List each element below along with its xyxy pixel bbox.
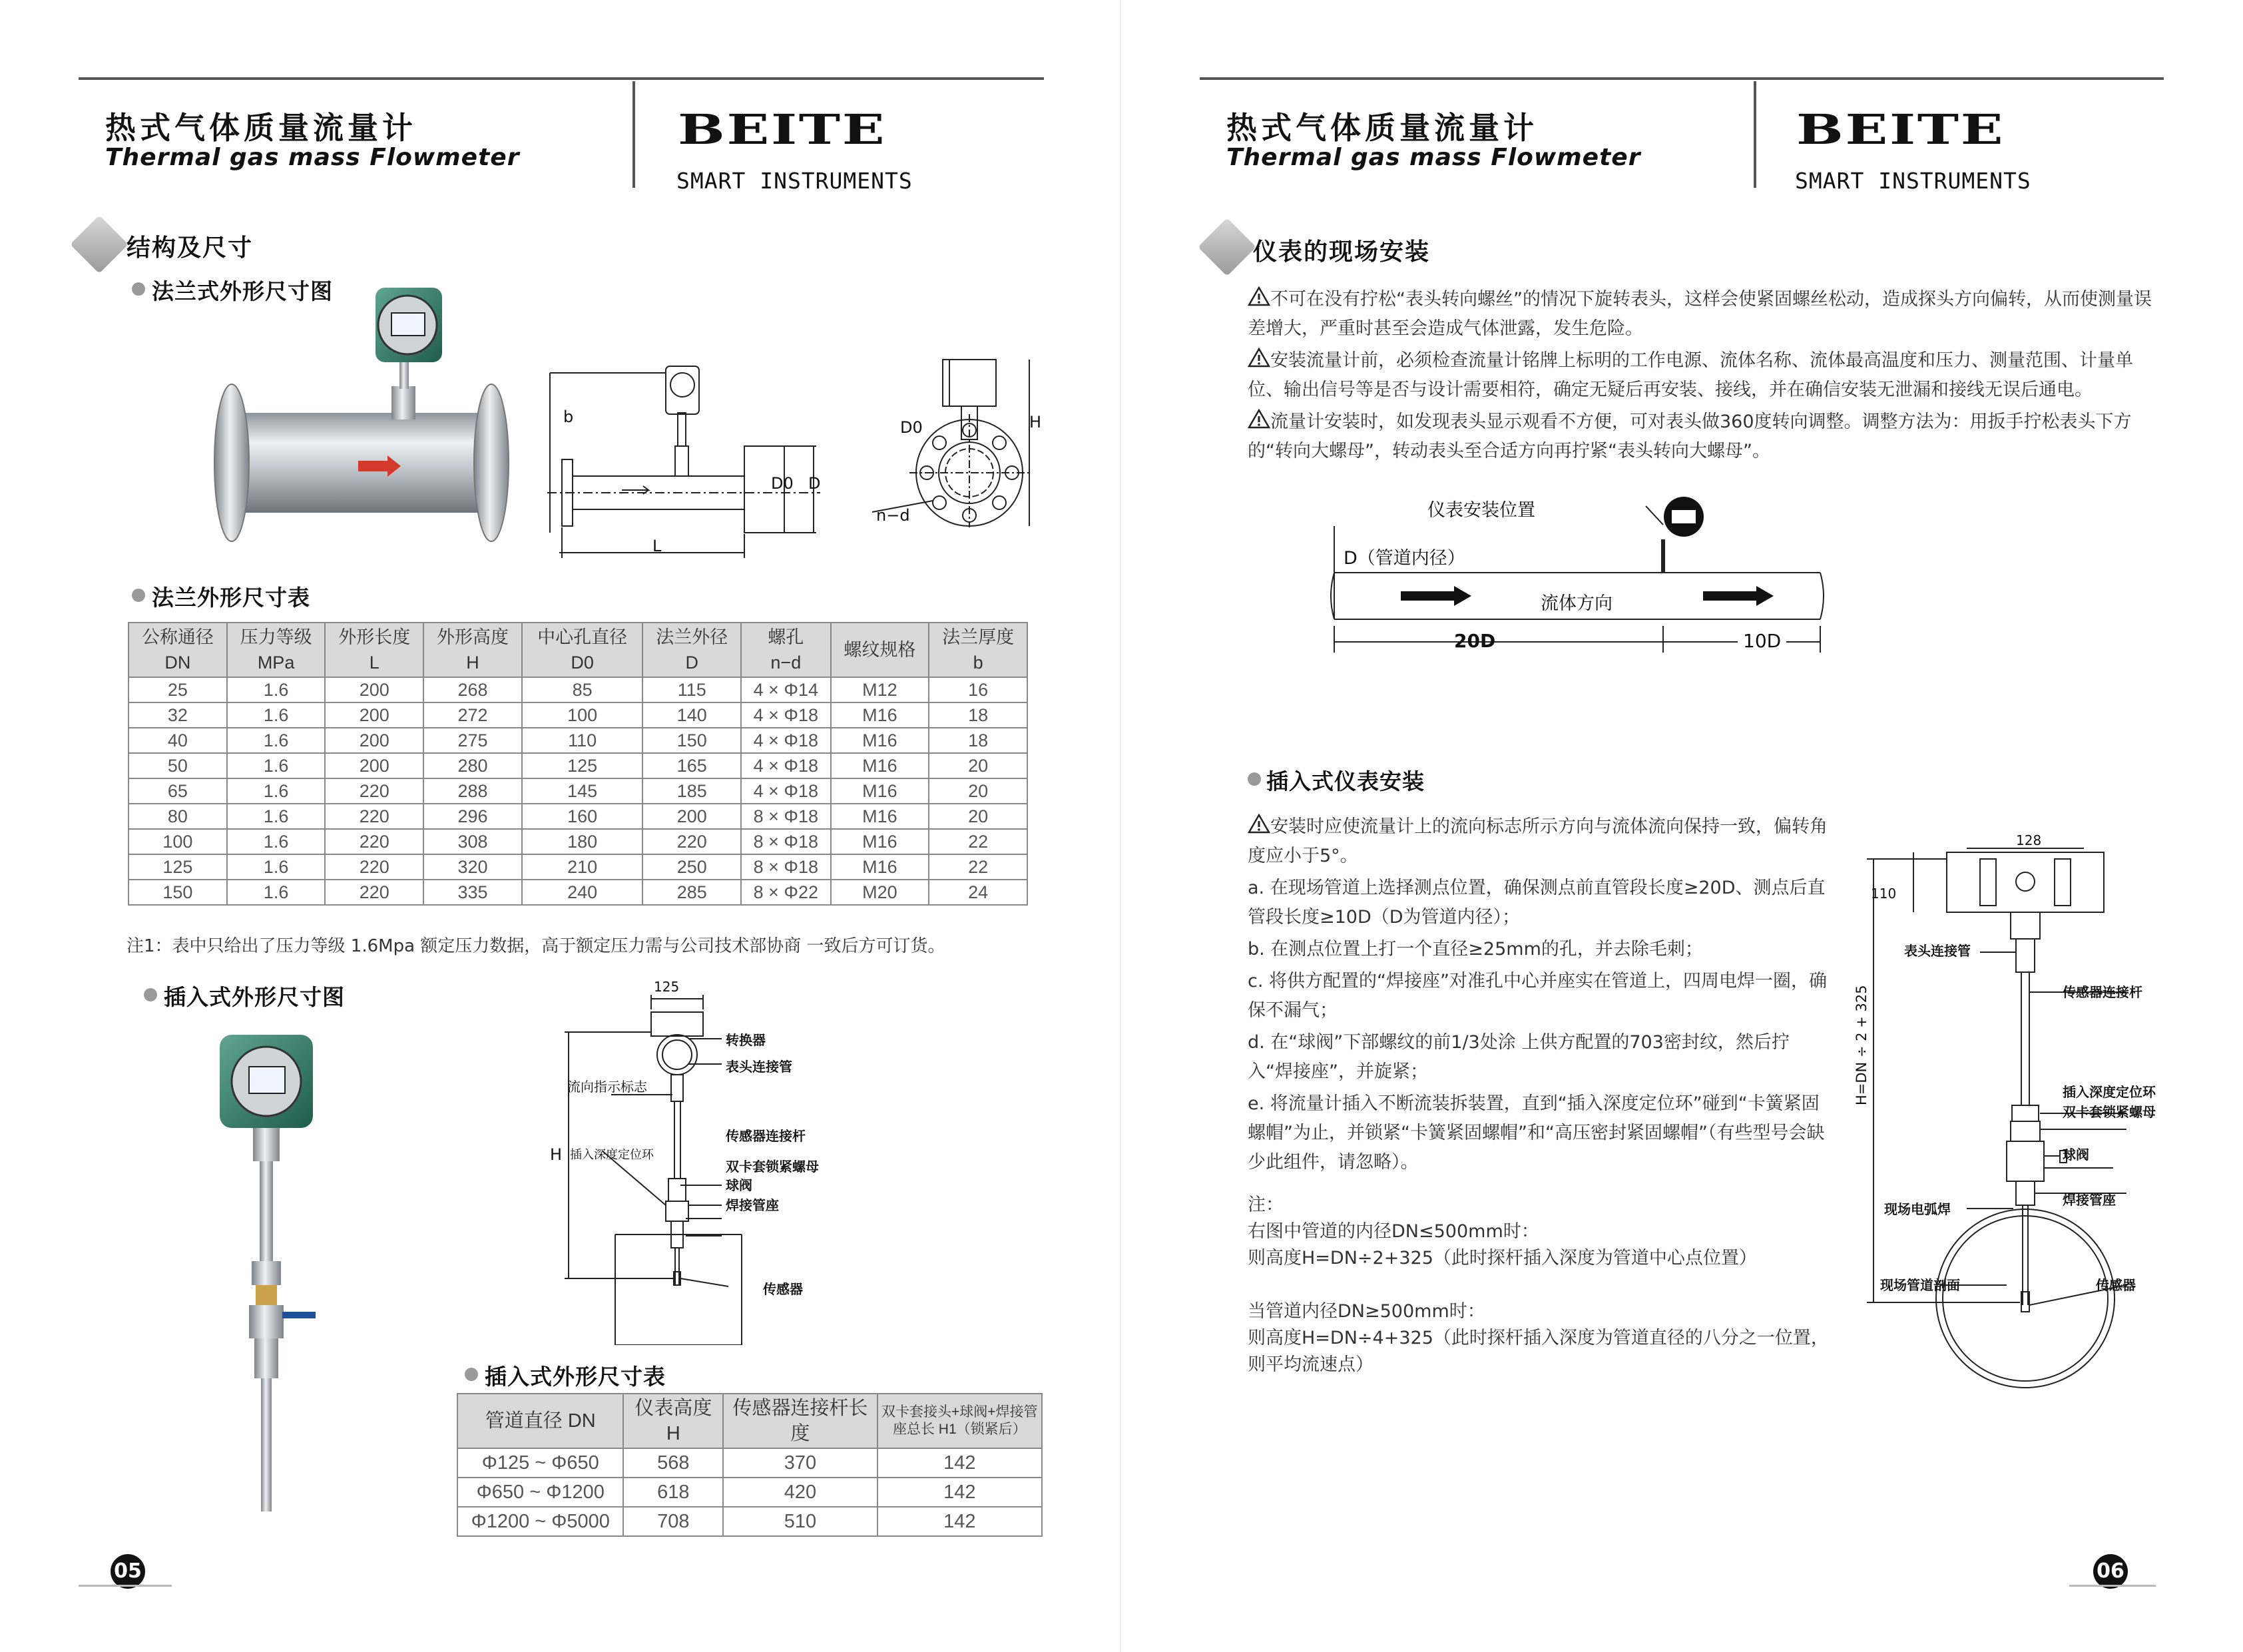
- sensor-rod-label: 传感器连接杆: [726, 1128, 806, 1144]
- header-symbol: DN: [164, 653, 191, 673]
- table-cell: 288: [423, 778, 522, 804]
- table-cell: 200: [325, 677, 423, 702]
- flange-end-drawing: [870, 356, 1063, 529]
- table-cell: 200: [325, 753, 423, 778]
- section-title: 结构及尺寸: [126, 234, 254, 262]
- note-line: 则平均流速点）: [1248, 1354, 1373, 1375]
- dim-110-label: 110: [1871, 886, 1897, 902]
- header-symbol: b: [973, 653, 983, 673]
- header-line: 螺纹规格: [844, 640, 916, 660]
- table-cell: 8 × Φ18: [741, 854, 830, 880]
- table-cell: 1.6: [227, 702, 326, 728]
- table-cell: 160: [522, 804, 643, 829]
- flow-direction-label: 流体方向: [1541, 593, 1613, 614]
- table-cell: M16: [831, 728, 929, 753]
- flange-col-header: [642, 623, 741, 677]
- table-cell: 150: [642, 728, 741, 753]
- table-row: [457, 1478, 1042, 1507]
- table-cell: M12: [831, 677, 929, 702]
- step-b: b. 在测点位置上打一个直径≥25mm的孔，并去除毛刺；: [1248, 939, 1703, 960]
- table-cell: 50: [128, 753, 227, 778]
- table-cell: 220: [325, 778, 423, 804]
- header-title-en: Thermal gas mass Flowmeter: [1226, 144, 1641, 171]
- table-cell: 165: [642, 753, 741, 778]
- note-line: 则高度H=DN÷4+325（此时探杆插入深度为管道直径的八分之一位置，: [1248, 1328, 1829, 1348]
- install-position-label: 仪表安装位置: [1427, 500, 1535, 521]
- table-cell: 268: [423, 677, 522, 702]
- fig-ball-valve-label: 球阀: [2063, 1147, 2089, 1163]
- upstream-20d-label: 20D: [1454, 630, 1496, 652]
- table-cell: 320: [423, 854, 522, 880]
- insert-col-h: 仪表高度 H: [623, 1394, 723, 1448]
- flange-col-header: [423, 623, 522, 677]
- dim-h-insert-label: H: [550, 1145, 563, 1164]
- table-cell: 1.6: [227, 778, 326, 804]
- table-cell: 280: [423, 753, 522, 778]
- dim-d-label: D: [808, 474, 821, 493]
- table-row: [128, 753, 1027, 778]
- flow-mark-label: 流向指示标志: [567, 1079, 647, 1095]
- warning-icon: [1248, 286, 1270, 306]
- table-cell: 200: [325, 728, 423, 753]
- header-symbol: D0: [571, 653, 594, 673]
- table-cell: 40: [128, 728, 227, 753]
- table-cell: 85: [522, 677, 643, 702]
- table-cell: 142: [877, 1448, 1042, 1478]
- table-cell: 568: [623, 1448, 723, 1478]
- table-cell: 100: [128, 829, 227, 854]
- depth-ring-label: 插入深度定位环: [570, 1148, 654, 1162]
- bullet-icon: [1248, 772, 1261, 786]
- table-cell: 220: [325, 880, 423, 905]
- left-page: [0, 0, 1121, 1652]
- table-cell: 370: [723, 1448, 877, 1478]
- table-cell: 210: [522, 854, 643, 880]
- table-cell: 296: [423, 804, 522, 829]
- step-e: e. 将流量计插入不断流装拆装置，直到“插入深度定位环”碰到“卡簧紧固螺帽”为止，并锁紧“卡簧紧固螺帽”和“高压密封紧固螺帽”（有些型号会缺少此组件，请忽略）。: [1248, 1093, 1825, 1173]
- fig-double-nut-label: 双卡套锁紧螺母: [2063, 1104, 2156, 1120]
- insert-col-dn: 管道直径 DN: [457, 1394, 623, 1448]
- table-cell: 18: [929, 702, 1027, 728]
- table-cell: 1.6: [227, 854, 326, 880]
- table-cell: 20: [929, 804, 1027, 829]
- table-cell: 250: [642, 854, 741, 880]
- table-cell: 220: [642, 829, 741, 854]
- step-c: c. 将供方配置的“焊接座”对准孔中心并座实在管道上，四周电焊一圈，确保不漏气；: [1248, 971, 1827, 1021]
- downstream-10d-label: 10D: [1738, 630, 1786, 652]
- header-rule: [1200, 77, 2164, 80]
- table-cell: 80: [128, 804, 227, 829]
- table-cell: 200: [325, 702, 423, 728]
- pipe-diameter-label: D（管道内径）: [1344, 548, 1465, 569]
- table-row: [128, 829, 1027, 854]
- table-cell: M16: [831, 702, 929, 728]
- fig-sensor-label: 传感器: [2096, 1277, 2136, 1293]
- section-badge-icon: [70, 215, 128, 274]
- header-separator: [632, 81, 635, 188]
- header-line: 外形长度: [338, 627, 411, 647]
- note-line: [1248, 1272, 1847, 1298]
- table-cell: 8 × Φ22: [741, 880, 830, 905]
- note-line: 右图中管道的内径DN≤500mm时：: [1248, 1221, 1539, 1242]
- table-row: [128, 854, 1027, 880]
- header-line: 公称通径: [141, 627, 214, 647]
- table-cell: Φ650 ~ Φ1200: [457, 1478, 623, 1507]
- table-cell: 240: [522, 880, 643, 905]
- page-footer-rule: [2069, 1585, 2156, 1587]
- table-cell: 308: [423, 829, 522, 854]
- table-cell: 335: [423, 880, 522, 905]
- table-cell: 1.6: [227, 804, 326, 829]
- table-row: [128, 728, 1027, 753]
- table-cell: 142: [877, 1478, 1042, 1507]
- table-cell: 180: [522, 829, 643, 854]
- table-cell: 618: [623, 1478, 723, 1507]
- page-footer-rule: [79, 1585, 172, 1587]
- table-cell: 20: [929, 778, 1027, 804]
- warning-icon: [1248, 409, 1270, 429]
- table-cell: 100: [522, 702, 643, 728]
- table-cell: 275: [423, 728, 522, 753]
- table-cell: 65: [128, 778, 227, 804]
- table-cell: 420: [723, 1478, 877, 1507]
- flange-dimension-table: [128, 622, 1028, 906]
- dim-h-label: H: [1029, 413, 1042, 431]
- right-page: [1121, 0, 2242, 1652]
- insertion-dimension-table: [457, 1393, 1043, 1537]
- sensor-label: 传感器: [763, 1281, 803, 1297]
- dim-nd-label: n−d: [876, 506, 910, 525]
- dim-b-label: b: [563, 408, 574, 426]
- table-cell: M20: [831, 880, 929, 905]
- table-cell: 115: [642, 677, 741, 702]
- insert-table-title: 插入式外形尺寸表: [485, 1364, 666, 1390]
- bullet-icon: [132, 589, 145, 602]
- flange-col-header: [128, 623, 227, 677]
- fig-head-conn-label: 表头连接管: [1904, 943, 1971, 959]
- step-a: a. 在现场管道上选择测点位置，确保测点前直管段长度≥20D、测点后直管段长度≥10D（D为管道内径）；: [1248, 878, 1826, 928]
- flange-flowmeter-photo: [212, 286, 511, 566]
- warning-1: 不可在没有拧松“表头转向螺丝”的情况下旋转表头，这样会使紧固螺丝松动，造成探头方向偏转，从而使测量误差增大，严重时甚至会造成气体泄露，发生危险。: [1248, 285, 2166, 344]
- brand-subtitle: SMART INSTRUMENTS: [1795, 168, 2031, 194]
- table-row: [457, 1507, 1042, 1536]
- install-notes: [1248, 1192, 1847, 1378]
- table-cell: 185: [642, 778, 741, 804]
- step-d: d. 在“球阀”下部螺纹的前1/3处涂 上供方配置的703密封纹，然后拧入“焊接座”，并旋紧；: [1248, 1032, 1790, 1082]
- warning-icon: [1248, 348, 1270, 368]
- header-symbol: D: [685, 653, 698, 673]
- table-cell: M16: [831, 778, 929, 804]
- table-cell: 1.6: [227, 880, 326, 905]
- table-cell: 220: [325, 829, 423, 854]
- flange-side-drawing: [547, 353, 834, 559]
- insert-col-rod: 传感器连接杆长度: [723, 1394, 877, 1448]
- header-separator: [1754, 81, 1756, 188]
- warning-icon: [1248, 814, 1270, 834]
- header-line: 法兰厚度: [942, 627, 1015, 647]
- table-cell: 510: [723, 1507, 877, 1536]
- section-badge-icon: [1198, 218, 1256, 276]
- header-line: 压力等级: [240, 627, 312, 647]
- ball-valve-label: 球阀: [726, 1177, 752, 1193]
- insert-install-steps: [1248, 812, 1834, 1180]
- bullet-icon: [144, 988, 157, 1001]
- header-title-en: Thermal gas mass Flowmeter: [105, 144, 520, 171]
- header-symbol: n−d: [770, 653, 802, 673]
- insert-install-title: 插入式仪表安装: [1266, 768, 1425, 794]
- height-formula-label: H=DN ÷ 2 + 325: [1854, 985, 1869, 1105]
- fig-sensor-rod-label: 传感器连接杆: [2063, 984, 2142, 1000]
- header-line: 中心孔直径: [537, 627, 628, 647]
- table-cell: 140: [642, 702, 741, 728]
- table-row: [128, 804, 1027, 829]
- table-cell: 4 × Φ18: [741, 778, 830, 804]
- brand-logo: BEITE: [1796, 105, 2005, 154]
- header-symbol: H: [466, 653, 479, 673]
- table-row: [457, 1448, 1042, 1478]
- flange-col-header: [831, 623, 929, 677]
- insertion-flowmeter-photo: [212, 1025, 345, 1518]
- note-line: 注：: [1248, 1195, 1284, 1215]
- brand-logo: BEITE: [678, 105, 887, 154]
- table-cell: 8 × Φ18: [741, 829, 830, 854]
- table-cell: 200: [642, 804, 741, 829]
- flange-col-header: [325, 623, 423, 677]
- table-cell: 1.6: [227, 677, 326, 702]
- dim-125-label: 125: [654, 979, 680, 995]
- table-cell: 220: [325, 854, 423, 880]
- insert-warning: 安装时应使流量计上的流向标志所示方向与流体流向保持一致，偏转角度应小于5°。: [1248, 812, 1834, 871]
- fig-weld-seat-label: 焊接管座: [2063, 1192, 2116, 1208]
- table-cell: 16: [929, 677, 1027, 702]
- header-line: 螺孔: [768, 627, 804, 647]
- flange-table-title: 法兰外形尺寸表: [152, 585, 310, 611]
- brand-subtitle: SMART INSTRUMENTS: [676, 168, 913, 194]
- dim-128-label: 128: [2016, 832, 2042, 848]
- dim-l-label: L: [652, 537, 662, 555]
- table-cell: 1.6: [227, 829, 326, 854]
- table-cell: Φ1200 ~ Φ5000: [457, 1507, 623, 1536]
- flange-col-header: [522, 623, 643, 677]
- table-cell: 285: [642, 880, 741, 905]
- section-title: 仪表的现场安装: [1253, 238, 1431, 266]
- table-cell: 150: [128, 880, 227, 905]
- table-cell: 4 × Φ14: [741, 677, 830, 702]
- header-line: 外形高度: [437, 627, 509, 647]
- table-cell: 4 × Φ18: [741, 728, 830, 753]
- note-line: 则高度H=DN÷2+325（此时探杆插入深度为管道中心点位置）: [1248, 1248, 1757, 1268]
- table-cell: 145: [522, 778, 643, 804]
- table-cell: 22: [929, 854, 1027, 880]
- weld-seat-label: 焊接管座: [726, 1197, 779, 1213]
- table-cell: 4 × Φ18: [741, 702, 830, 728]
- warning-2: 安装流量计前，必须检查流量计铭牌上标明的工作电源、流体名称、流体最高温度和压力、测量范围、计量单位、输出信号等是否与设计需要相符，确定无疑后再安装、接线，并在确信安装无泄漏和接线无误后通电。: [1248, 346, 2166, 405]
- warning-3: 流量计安装时，如发现表头显示观看不方便，可对表头做360度转向调整。调整方法为：用扳手拧松表头下方的“转向大螺母”，转动表头至合适方向再拧紧“表头转向大螺母”。: [1248, 408, 2166, 466]
- double-nut-label: 双卡套锁紧螺母: [726, 1159, 819, 1175]
- table-cell: Φ125 ~ Φ650: [457, 1448, 623, 1478]
- header-rule: [79, 77, 1044, 80]
- header-title-cn: 热式气体质量流量计: [105, 110, 417, 146]
- bullet-icon: [132, 282, 145, 296]
- fig-arc-weld-label: 现场电弧焊: [1884, 1201, 1951, 1217]
- fig-pipe-wall-label: 现场管道剖面: [1880, 1277, 1960, 1293]
- header-title-cn: 热式气体质量流量计: [1226, 110, 1538, 146]
- table-cell: 18: [929, 728, 1027, 753]
- insert-drawing-title: 插入式外形尺寸图: [164, 984, 345, 1010]
- dim-d0-label: D0: [771, 474, 794, 493]
- page-number-right: 06: [2093, 1554, 2128, 1589]
- converter-label: 转换器: [726, 1032, 766, 1048]
- table-cell: 220: [325, 804, 423, 829]
- table-cell: 110: [522, 728, 643, 753]
- table-cell: 142: [877, 1507, 1042, 1536]
- table-cell: 24: [929, 880, 1027, 905]
- head-conn-label: 表头连接管: [726, 1059, 792, 1075]
- flange-drawing-title: 法兰式外形尺寸图: [152, 278, 333, 304]
- table-cell: M16: [831, 753, 929, 778]
- table-cell: 4 × Φ18: [741, 753, 830, 778]
- table-cell: M16: [831, 829, 929, 854]
- table-cell: 20: [929, 753, 1027, 778]
- table-row: [128, 880, 1027, 905]
- insert-col-h1: 双卡套接头+球阀+焊接管座总长 H1（锁紧后）: [877, 1394, 1042, 1448]
- flange-col-header: [741, 623, 830, 677]
- table-cell: M16: [831, 804, 929, 829]
- table-cell: 125: [128, 854, 227, 880]
- flange-col-header: [227, 623, 326, 677]
- header-symbol: MPa: [257, 653, 295, 673]
- fig-depth-ring-label: 插入深度定位环: [2063, 1084, 2156, 1100]
- dim-d0-end-label: D0: [900, 418, 923, 437]
- header-line: 法兰外径: [656, 627, 728, 647]
- table-cell: M16: [831, 854, 929, 880]
- table-cell: 708: [623, 1507, 723, 1536]
- header-symbol: L: [369, 653, 379, 673]
- flange-col-header: [929, 623, 1027, 677]
- table-row: [128, 778, 1027, 804]
- table-cell: 272: [423, 702, 522, 728]
- table-cell: 32: [128, 702, 227, 728]
- table-cell: 1.6: [227, 728, 326, 753]
- table-cell: 8 × Φ18: [741, 804, 830, 829]
- table-row: [128, 702, 1027, 728]
- page-number-left: 05: [111, 1554, 145, 1589]
- table-row: [128, 677, 1027, 702]
- table-cell: 25: [128, 677, 227, 702]
- bullet-icon: [465, 1368, 478, 1381]
- table-cell: 22: [929, 829, 1027, 854]
- note-line: 当管道内径DN≥500mm时：: [1248, 1301, 1485, 1322]
- warnings-block: [1248, 285, 2166, 469]
- flange-table-note: 注1：表中只给出了压力等级 1.6Mpa 额定压力数据，高于额定压力需与公司技术部协商 一致后方可订货。: [126, 936, 945, 956]
- table-cell: 1.6: [227, 753, 326, 778]
- table-cell: 125: [522, 753, 643, 778]
